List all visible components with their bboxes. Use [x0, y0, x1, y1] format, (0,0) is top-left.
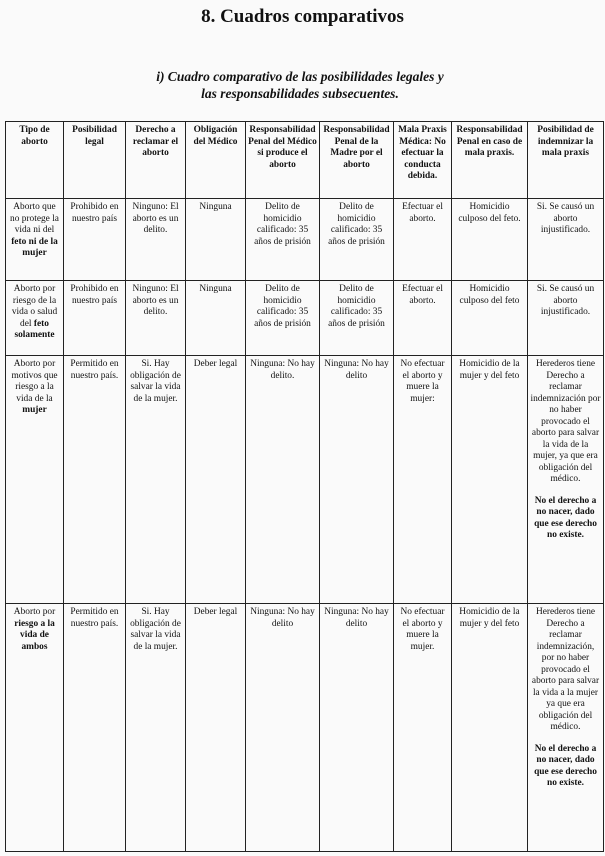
abortion-type-text: Aborto por	[13, 607, 56, 617]
abortion-type-text: Aborto por motivos que riesgo a la vida de la	[11, 359, 58, 404]
obligation-cell: Ninguna	[186, 281, 246, 356]
mother-liability-cell: Ninguna: No hay delito	[320, 604, 394, 852]
table-row	[6, 356, 604, 604]
legal-cell: Prohibido en nuestro país	[64, 199, 126, 281]
abortion-type-text: Aborto por riesgo de la vida o salud del	[11, 284, 58, 329]
abortion-type-cell	[6, 604, 64, 852]
malpractice-cell: Efectuar el aborto.	[394, 281, 452, 356]
right-cell: Ninguno: El aborto es un delito.	[126, 281, 186, 356]
abortion-type-emphasis: riesgo a la vida de ambos	[14, 618, 55, 652]
legal-cell: Permitido en nuestro país.	[64, 604, 126, 852]
malpractice-liability-cell: Homicidio culposo del feto	[452, 281, 528, 356]
header-cell: Tipo de aborto	[6, 122, 64, 199]
malpractice-liability-cell: Homicidio de la mujer y del feto	[452, 356, 528, 604]
compensation-text: Si. Se causó un aborto injustificado.	[536, 284, 595, 317]
doctor-liability-cell: Delito de homicidio calificado: 35 años de prisión	[246, 199, 320, 281]
abortion-type-cell	[6, 199, 64, 281]
table-subtitle	[60, 68, 540, 102]
header-cell: Posibilidad de indemnizar la mala praxis	[528, 122, 604, 199]
obligation-cell: Ninguna	[186, 199, 246, 281]
compensation-cell	[528, 356, 604, 604]
compensation-note: No el derecho a no nacer, dado que ese derecho no existe.	[534, 743, 597, 788]
header-cell: Derecho a reclamar el aborto	[126, 122, 186, 199]
compensation-cell	[528, 199, 604, 281]
compensation-note: No el derecho a no nacer, dado que ese derecho no existe.	[534, 495, 597, 540]
compensation-text: Si. Se causó un aborto injustificado.	[536, 202, 595, 235]
compensation-text: Herederos tiene Derecho a reclamar indemnización por no haber provocado el aborto para salvar la vida de la mujer, ya que era obligación del médico.	[530, 359, 601, 484]
malpractice-cell: No efectuar el aborto y muere la mujer:	[394, 356, 452, 604]
comparison-table	[5, 121, 604, 852]
right-cell: Ninguno: El aborto es un delito.	[126, 199, 186, 281]
obligation-cell: Deber legal	[186, 604, 246, 852]
abortion-type-cell	[6, 356, 64, 604]
right-cell: Si. Hay obligación de salvar la vida de la mujer.	[126, 604, 186, 852]
malpractice-cell: No efectuar el aborto y muere la mujer.	[394, 604, 452, 852]
header-cell: Responsabilidad Penal en caso de mala praxis.	[452, 122, 528, 199]
header-cell: Obligación del Médico	[186, 122, 246, 199]
table-row	[6, 281, 604, 356]
malpractice-liability-cell: Homicidio culposo del feto.	[452, 199, 528, 281]
malpractice-liability-cell: Homicidio de la mujer y del feto	[452, 604, 528, 852]
doctor-liability-cell: Ninguna: No hay delito	[246, 604, 320, 852]
header-cell: Responsabilidad Penal de la Madre por el aborto	[320, 122, 394, 199]
table-row	[6, 604, 604, 852]
header-row	[6, 122, 604, 199]
section-heading: 8. Cuadros comparativos	[201, 6, 404, 27]
abortion-type-text: Aborto que no protege la vida ni del	[10, 202, 59, 235]
subtitle-line-1: i) Cuadro comparativo de las posibilidades legales y	[156, 69, 444, 84]
mother-liability-cell: Delito de homicidio calificado: 35 años de prisión	[320, 199, 394, 281]
subtitle-line-2: las responsabilidades subsecuentes.	[201, 86, 399, 101]
doctor-liability-cell: Delito de homicidio calificado: 35 años de prisión	[246, 281, 320, 356]
abortion-type-emphasis: feto ni de la mujer	[11, 236, 58, 258]
malpractice-cell: Efectuar el aborto.	[394, 199, 452, 281]
legal-cell: Prohibido en nuestro país	[64, 281, 126, 356]
compensation-cell	[528, 281, 604, 356]
table-row	[6, 199, 604, 281]
header-cell: Posibilidad legal	[64, 122, 126, 199]
header-cell: Mala Praxis Médica: No efectuar la conducta debida.	[394, 122, 452, 199]
abortion-type-emphasis: mujer	[22, 405, 47, 415]
abortion-type-cell	[6, 281, 64, 356]
legal-cell: Permitido en nuestro país.	[64, 356, 126, 604]
mother-liability-cell: Delito de homicidio calificado: 35 años de prisión	[320, 281, 394, 356]
right-cell: Si. Hay obligación de salvar la vida de la mujer.	[126, 356, 186, 604]
compensation-cell	[528, 604, 604, 852]
mother-liability-cell: Ninguna: No hay delito	[320, 356, 394, 604]
header-cell: Responsabilidad Penal del Médico si produce el aborto	[246, 122, 320, 199]
obligation-cell: Deber legal	[186, 356, 246, 604]
doctor-liability-cell: Ninguna: No hay delito.	[246, 356, 320, 604]
compensation-text: Herederos tiene Derecho a reclamar indemnización, por no haber provocado el aborto para salvar la vida a la mujer ya que era obligación del médico.	[531, 607, 600, 732]
abortion-type-emphasis: feto solamente	[14, 318, 55, 340]
